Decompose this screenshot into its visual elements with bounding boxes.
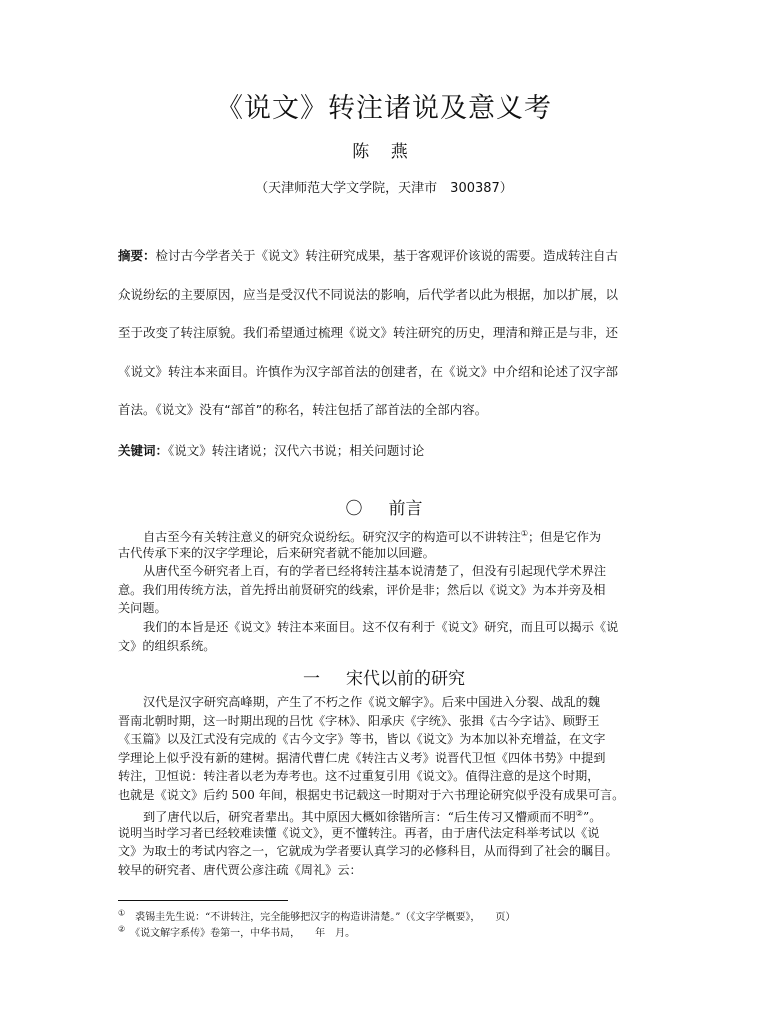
paragraph-line: 汉代是汉字研究高峰期，产生了不朽之作《说文解字》。后来中国进入分裂、战乱的魏 (143, 695, 601, 709)
text-run: ；但是它作为 (527, 530, 602, 545)
abstract-line: 首法。《说文》没有“部首”的称名，转注包括了部首法的全部内容。 (118, 402, 488, 417)
footnote-text: 《说文解字系传》卷第一，中华书局， 年 月。 (135, 928, 356, 939)
footnote-text: 裘锡圭先生说：“不讲转注，完全能够把汉字的构造讲清楚。”（《文字学概要》， 页） (135, 912, 516, 923)
keywords-text: 《说文》转注诸说；汉代六书说；相关问题讨论 (168, 443, 425, 458)
text-run: ”。 (582, 810, 602, 825)
abstract-line: 《说文》转注本来面目。许慎作为汉字部首法的创建者，在《说文》中介绍和论述了汉字部 (118, 363, 619, 379)
keywords (118, 441, 658, 459)
paragraph-line: 《玉篇》以及江式没有完成的《古今文字》等书，皆以《说文》为本加以补充增益，在文字 (118, 732, 606, 747)
section-heading-pre-song (0, 664, 768, 689)
abstract-line (118, 246, 658, 285)
paragraph-line (118, 805, 658, 824)
section-title: 前言 (388, 499, 423, 519)
author-name: 陈 燕 (352, 142, 416, 162)
paper-title: 《说文》转注诸说及意义考 (216, 93, 552, 124)
paragraph (118, 562, 658, 618)
footnote-ref[interactable]: ① (520, 529, 528, 538)
footnote-mark: ① (118, 908, 126, 918)
abstract-line: 至于改变了转注原貌。我们希望通过梳理《说文》转注研究的历史，理清和辩正是与非，还 (118, 325, 619, 340)
paragraph (118, 805, 658, 879)
paragraph (118, 693, 658, 805)
keywords-label: 关键词： (118, 443, 169, 458)
text-run: 到了唐代以后，研究者辈出。其中原因大概如徐锴所言：“后生传习又懵顽而不明 (143, 810, 576, 825)
paragraph-line (118, 525, 658, 544)
paragraph-line: 转注，卫恒说：转注者以老为寿考也。这不过重复引用《说文》。值得注意的是这个时期， (118, 769, 600, 784)
abstract-text: 检讨古今学者关于《说文》转注研究成果，基于客观评价该说的需要。造成转注自古 (155, 248, 619, 263)
section-heading-preface (0, 494, 768, 519)
paragraph-line: 学理论上似乎没有新的建树。据清代曹仁虎《转注古义考》说晋代卫恒《四体书势》中提到 (118, 750, 606, 765)
abstract-line: 众说纷纭的主要原因，应当是受汉代不同说法的影响，后代学者以此为根据，加以扩展，以 (118, 286, 619, 302)
author-affiliation: （天津师范大学文学院，天津市 300387） (255, 181, 513, 196)
paragraph (118, 525, 658, 562)
footnote-mark: ② (118, 924, 126, 934)
section-number: 〇 (345, 499, 363, 519)
abstract-label: 摘要： (118, 248, 156, 263)
paragraph-line: 我们的本旨是还《说文》转注本来面目。这不仅有利于《说文》研究，而且可以揭示《说 (143, 620, 619, 634)
abstract (118, 246, 658, 439)
paragraph-line: 关问题。 (118, 601, 167, 616)
paragraph-line: 古代传承下来的汉字学理论，后来研究者就不能加以回避。 (118, 545, 435, 560)
paragraph-line: 从唐代至今研究者上百，有的学者已经将转注基本说清楚了，但没有引起现代学术界注 (143, 564, 607, 578)
paragraph-line: 晋南北朝时期，这一时期出现的吕忱《字林》、阳承庆《字统》、张揖《古今字诂》、顾野王 (118, 713, 600, 728)
text-run: 自古至今有关转注意义的研究众说纷纭。研究汉字的构造可以不讲转注 (143, 530, 521, 545)
footnote (118, 908, 515, 923)
footnote-divider (118, 900, 288, 901)
paragraph-line: 文》的组织系统。 (118, 638, 216, 653)
section-title: 宋代以前的研究 (346, 669, 465, 689)
paragraph (118, 618, 658, 655)
paragraph-line: 说明当时学习者已经较难读懂《说文》，更不懂转注。再者，由于唐代法定科举考试以《说 (118, 825, 600, 840)
footnote-ref[interactable]: ② (575, 809, 583, 818)
footnote (118, 924, 355, 939)
paragraph-line: 较早的研究者、唐代贾公彦注疏《周礼》云： (118, 862, 362, 877)
paragraph-line: 也就是《说文》后约 500 年间，根据史书记载这一时期对于六书理论研究似乎没有成果可言。 (118, 787, 625, 802)
section-number: 一 (303, 669, 320, 689)
paragraph-line: 文》为取士的考试内容之一，它就成为学者要认真学习的必修科目，从而得到了社会的瞩目。 (118, 844, 618, 859)
paragraph-line: 意。我们用传统方法，首先捋出前贤研究的线索，评价是非；然后以《说文》为本并旁及相 (118, 582, 606, 597)
